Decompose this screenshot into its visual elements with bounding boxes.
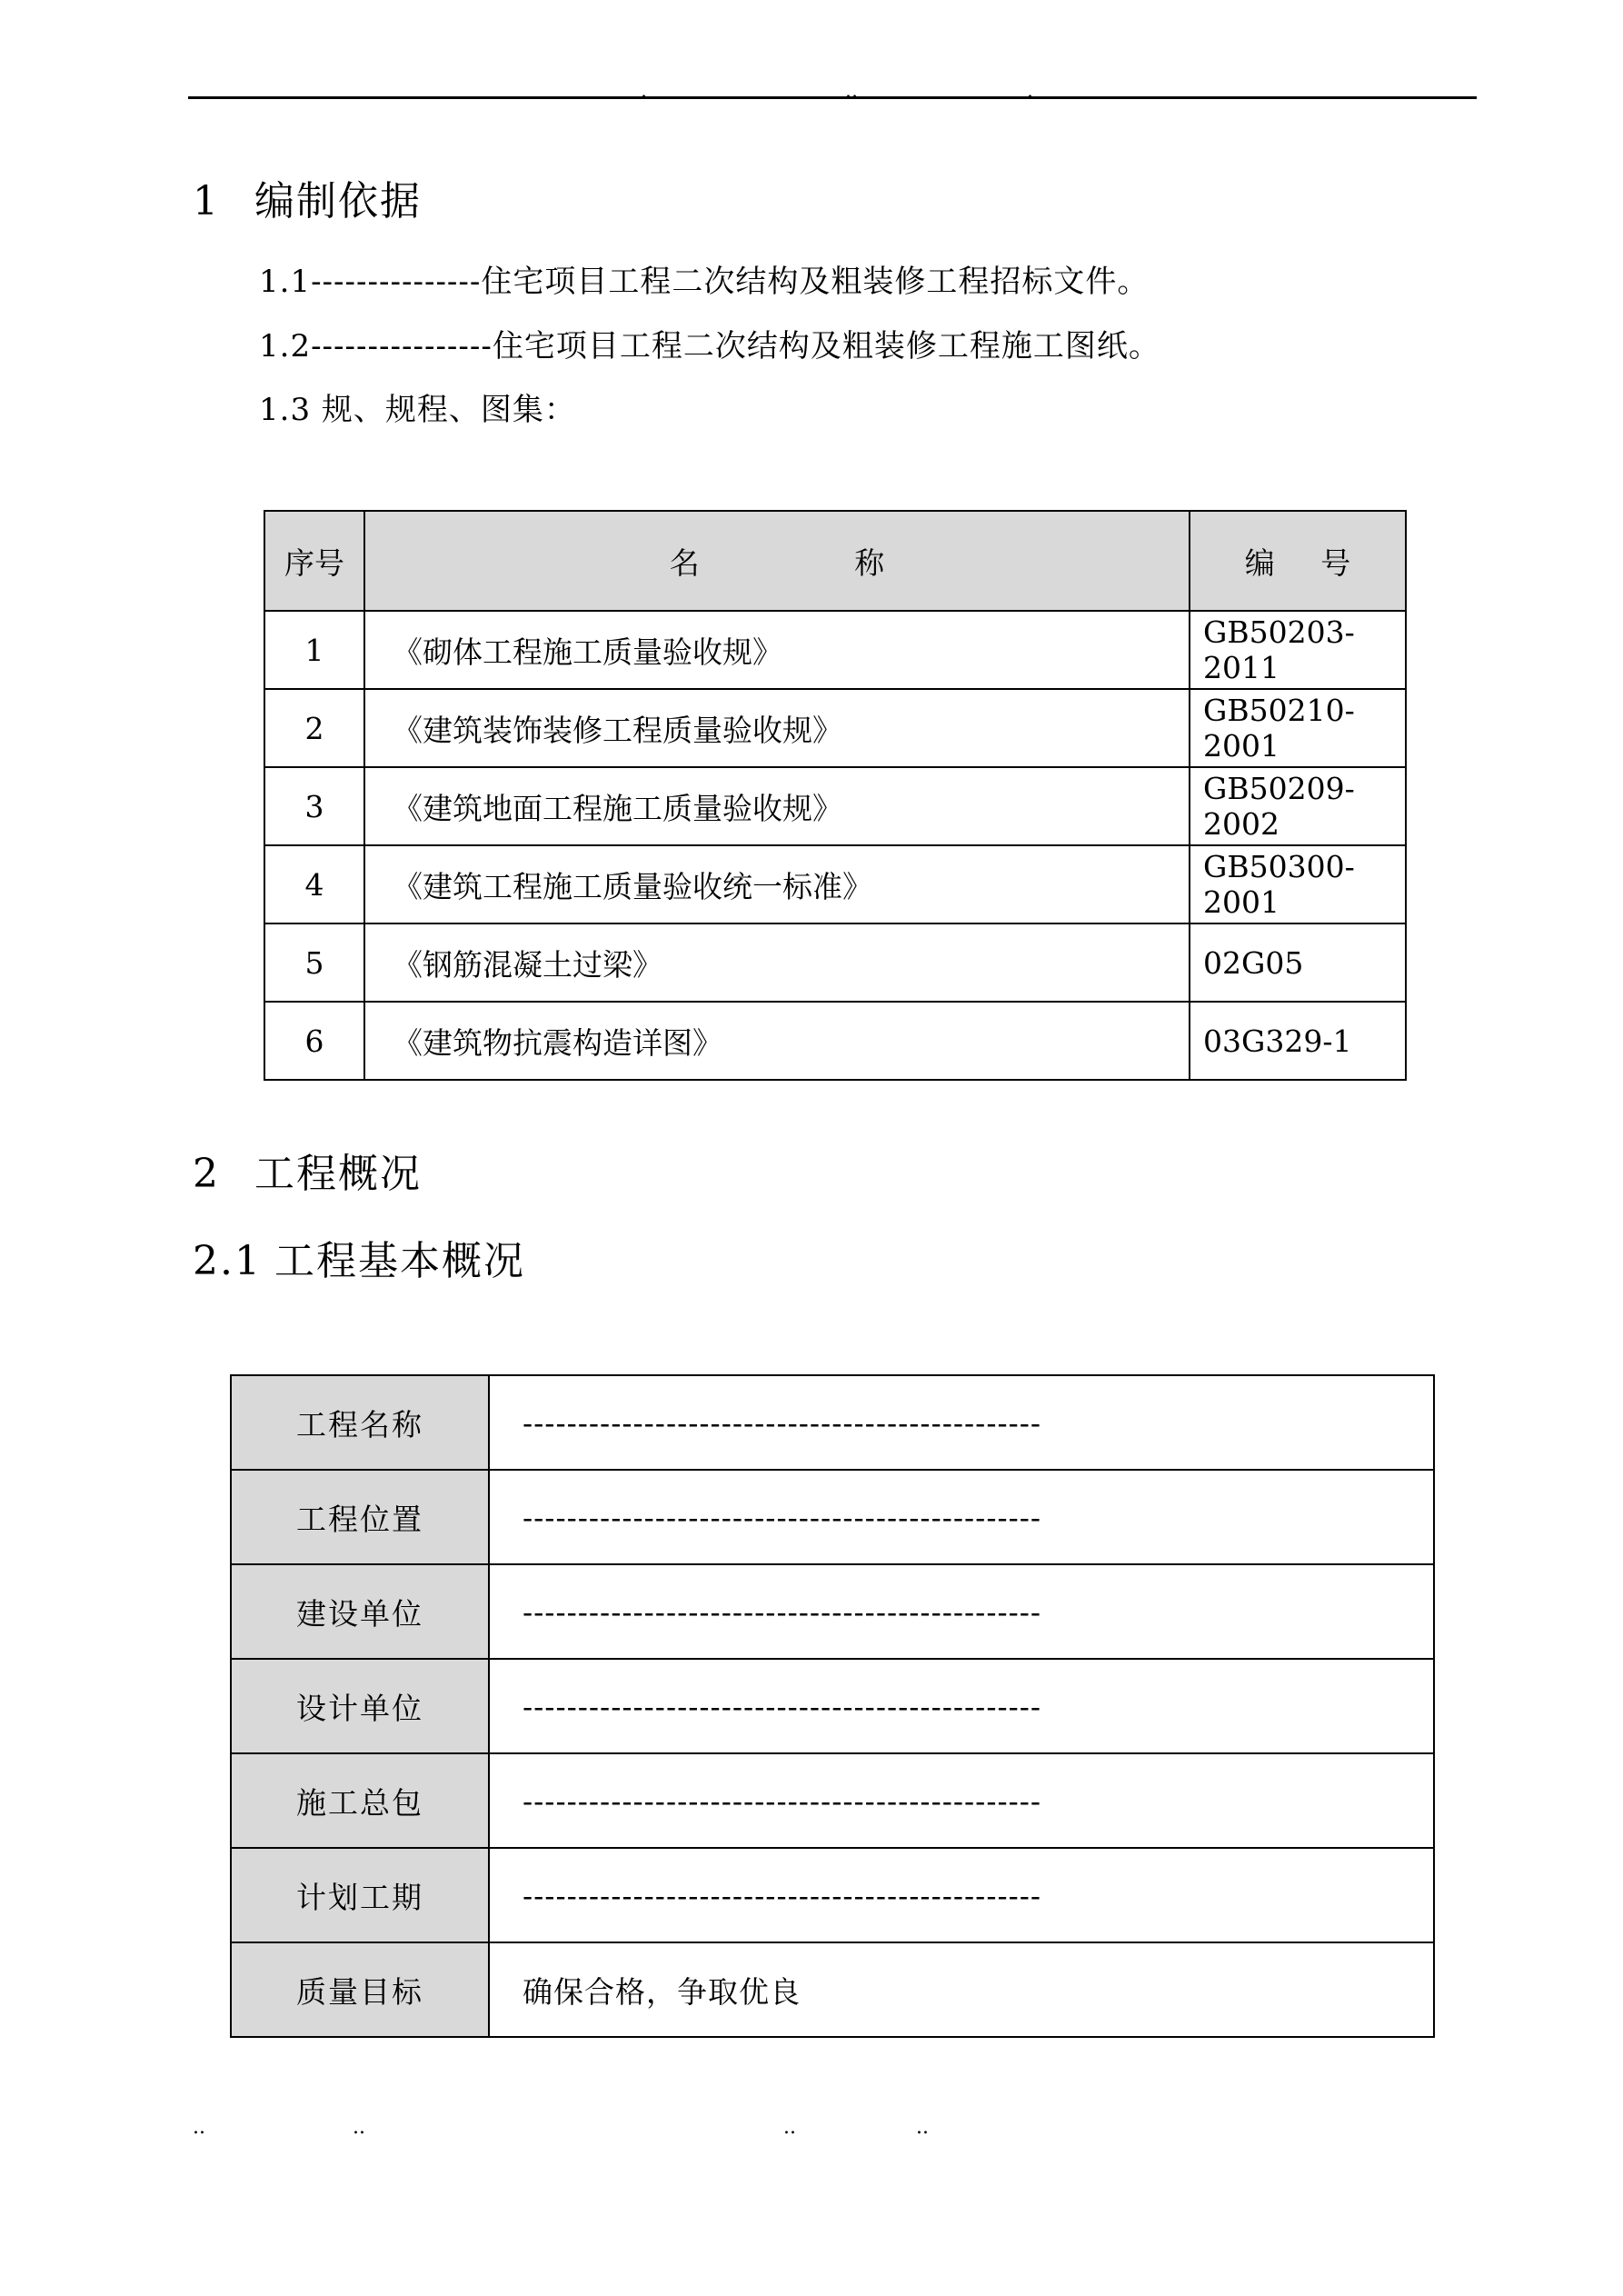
row-name: 《钢筋混凝土过梁》 bbox=[364, 923, 1190, 1002]
field-value: ----------------------------------------------- bbox=[489, 1564, 1434, 1659]
section-2-heading bbox=[193, 1151, 422, 1198]
footer-mark: .. bbox=[783, 2116, 796, 2139]
footer-mark: .. bbox=[916, 2116, 929, 2139]
row-code: 03G329-1 bbox=[1190, 1002, 1406, 1080]
header-cell-seq: 序号 bbox=[264, 511, 364, 611]
row-name: 《建筑地面工程施工质量验收规》 bbox=[364, 767, 1190, 845]
subsection-title: 工程基本概况 bbox=[274, 1238, 525, 1284]
field-label: 质量目标 bbox=[231, 1942, 489, 2037]
section-title: 编制依据 bbox=[254, 178, 422, 225]
field-value: ----------------------------------------------- bbox=[489, 1753, 1434, 1848]
row-code: 02G05 bbox=[1190, 923, 1406, 1002]
header-mark: . bbox=[1027, 80, 1033, 103]
header-cell-name: 名 称 bbox=[364, 511, 1190, 611]
field-value: ----------------------------------------------- bbox=[489, 1375, 1434, 1470]
row-seq: 5 bbox=[264, 923, 364, 1002]
section-1-heading bbox=[193, 178, 422, 225]
row-seq: 6 bbox=[264, 1002, 364, 1080]
basis-item: 1.3 规、规程、图集： bbox=[259, 392, 576, 428]
row-seq: 2 bbox=[264, 689, 364, 767]
section-title: 工程概况 bbox=[254, 1151, 422, 1197]
standards-table bbox=[264, 510, 1407, 1081]
header-rule bbox=[188, 96, 1477, 99]
table-row bbox=[231, 1942, 1434, 2037]
header-mark: .. bbox=[845, 80, 858, 103]
row-name: 《砌体工程施工质量验收规》 bbox=[364, 611, 1190, 689]
field-label: 建设单位 bbox=[231, 1564, 489, 1659]
section-number: 2 bbox=[193, 1151, 220, 1197]
row-code: GB50209-2002 bbox=[1190, 767, 1406, 845]
subsection-2-1-heading bbox=[193, 1238, 525, 1285]
table-row bbox=[264, 845, 1406, 923]
field-value: ----------------------------------------------- bbox=[489, 1470, 1434, 1564]
table-row bbox=[264, 689, 1406, 767]
row-code: GB50210-2001 bbox=[1190, 689, 1406, 767]
table-row bbox=[231, 1753, 1434, 1848]
footer-mark: .. bbox=[193, 2116, 205, 2139]
field-label: 计划工期 bbox=[231, 1848, 489, 1942]
table-row bbox=[264, 611, 1406, 689]
table-row bbox=[264, 923, 1406, 1002]
table-row bbox=[231, 1375, 1434, 1470]
field-label: 工程位置 bbox=[231, 1470, 489, 1564]
field-label: 设计单位 bbox=[231, 1659, 489, 1753]
row-name: 《建筑工程施工质量验收统一标准》 bbox=[364, 845, 1190, 923]
row-code: GB50300-2001 bbox=[1190, 845, 1406, 923]
subsection-number: 2.1 bbox=[193, 1238, 262, 1284]
field-value: 确保合格，争取优良 bbox=[489, 1942, 1434, 2037]
table-row bbox=[231, 1470, 1434, 1564]
project-overview-table bbox=[230, 1374, 1435, 2038]
basis-item: 1.2----------------住宅项目工程二次结构及粗装修工程施工图纸。 bbox=[259, 328, 1160, 364]
header-cell-code: 编 号 bbox=[1190, 511, 1406, 611]
field-value: ----------------------------------------------- bbox=[489, 1659, 1434, 1753]
table-row bbox=[231, 1848, 1434, 1942]
field-value: ----------------------------------------------- bbox=[489, 1848, 1434, 1942]
table-header-row bbox=[264, 511, 1406, 611]
row-code: GB50203-2011 bbox=[1190, 611, 1406, 689]
row-seq: 1 bbox=[264, 611, 364, 689]
row-name: 《建筑物抗震构造详图》 bbox=[364, 1002, 1190, 1080]
section-number: 1 bbox=[193, 178, 220, 225]
row-name: 《建筑装饰装修工程质量验收规》 bbox=[364, 689, 1190, 767]
table-row bbox=[264, 1002, 1406, 1080]
table-row bbox=[231, 1659, 1434, 1753]
footer-mark: .. bbox=[353, 2116, 365, 2139]
table-row bbox=[231, 1564, 1434, 1659]
table-row bbox=[264, 767, 1406, 845]
row-seq: 4 bbox=[264, 845, 364, 923]
header-mark: . bbox=[641, 80, 647, 103]
field-label: 工程名称 bbox=[231, 1375, 489, 1470]
row-seq: 3 bbox=[264, 767, 364, 845]
basis-item: 1.1---------------住宅项目工程二次结构及粗装修工程招标文件。 bbox=[259, 264, 1150, 300]
field-label: 施工总包 bbox=[231, 1753, 489, 1848]
